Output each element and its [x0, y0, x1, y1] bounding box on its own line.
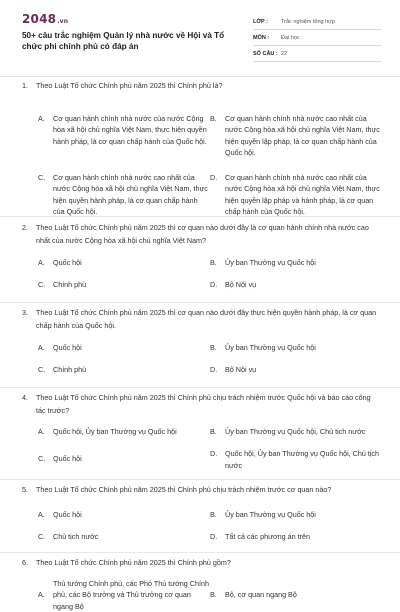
question-divider — [0, 552, 400, 553]
option-a[interactable] — [38, 257, 210, 269]
question-text — [22, 222, 382, 247]
option-c[interactable] — [38, 279, 210, 291]
option-a[interactable] — [38, 113, 210, 148]
option-text: Bộ Nội vụ — [210, 279, 382, 291]
option-b[interactable] — [210, 113, 382, 159]
question-text — [22, 80, 382, 93]
option-text: Quốc hội — [38, 257, 210, 269]
question-4 — [22, 392, 382, 479]
question-2 — [22, 222, 382, 303]
option-letter: B. — [210, 509, 217, 521]
option-text: Cơ quan hành chính nhà nước cao nhất của nước Cộng hòa xã hội chủ nghĩa Việt Nam, thực hiện quyền lập pháp và hành pháp, là cơ quan chấp hành của Quốc hội. — [210, 172, 382, 218]
options-list — [36, 253, 382, 303]
option-b[interactable] — [210, 342, 382, 354]
options-list — [36, 503, 382, 553]
question-divider — [0, 216, 400, 217]
question-stem: Theo Luật Tổ chức Chính phủ năm 2025 thì Chính phủ chịu trách nhiệm trước Quốc hội và báo cáo công tác trước? — [36, 393, 371, 415]
option-c[interactable] — [38, 531, 210, 543]
question-number: 1. — [22, 80, 28, 93]
option-text: Chính phủ — [38, 364, 210, 376]
option-text: Thủ tướng Chính phủ, các Phó Thủ tướng Chính phủ, các Bộ trưởng và Thủ trưởng cơ quan ngang Bộ — [38, 578, 210, 612]
option-text: Chính phủ — [38, 279, 210, 291]
option-text: Cơ quan hành chính nhà nước của nước Cộng hòa xã hội chủ nghĩa Việt Nam, thực hiện quyền hành pháp, là cơ quan chấp hành của Quốc hội. — [38, 113, 210, 148]
option-letter: A. — [38, 509, 45, 521]
option-text: Ủy ban Thường vụ Quốc hội — [210, 257, 382, 269]
option-text: Bộ Nội vụ — [210, 364, 382, 376]
question-stem: Theo Luật Tổ chức Chính phủ năm 2025 thì Chính phủ chịu trách nhiệm trước cơ quan nào? — [36, 485, 331, 494]
option-text: Quốc hội — [38, 453, 210, 465]
option-letter: A. — [38, 257, 45, 269]
question-stem: Theo Luật Tổ chức Chính phủ năm 2025 thì cơ quan nào dưới đây là cơ quan hành chính nhà nước cao nhất của nước Cộng hòa xã hội chủ nghĩa Việt Nam? — [36, 223, 369, 245]
option-text: Cơ quan hành chính nhà nước cao nhất của nước Cộng hòa xã hội chủ nghĩa Việt Nam, thực hiện quyền lập pháp, là cơ quan chấp hành của Quốc hội. — [210, 113, 382, 159]
option-letter: C. — [38, 453, 45, 465]
document-header — [0, 0, 400, 72]
option-d[interactable] — [210, 364, 382, 376]
logo-suffix: .vn — [57, 18, 68, 25]
option-text: Bộ, cơ quan ngang Bộ — [210, 589, 382, 601]
meta-value: Trắc nghiệm tổng hợp — [281, 19, 335, 25]
option-letter: A. — [38, 589, 45, 601]
question-3 — [22, 307, 382, 388]
option-letter: C. — [38, 364, 45, 376]
question-6 — [22, 557, 382, 606]
question-number: 3. — [22, 307, 28, 320]
option-text: Quốc hội, Ủy ban Thường vụ Quốc hội, Chủ tịch nước — [210, 448, 386, 471]
option-letter: A. — [38, 426, 45, 438]
option-letter: A. — [38, 342, 45, 354]
option-letter: D. — [210, 279, 217, 291]
meta-table — [253, 14, 381, 62]
header-divider — [0, 76, 400, 77]
question-text — [22, 484, 382, 497]
meta-row-class — [253, 14, 381, 30]
option-letter: B. — [210, 589, 217, 601]
option-b[interactable] — [210, 509, 382, 521]
question-text — [22, 557, 382, 570]
question-divider — [0, 479, 400, 480]
option-text: Quốc hội — [38, 509, 210, 521]
options-list — [36, 338, 382, 388]
option-d[interactable] — [210, 531, 382, 543]
meta-row-subject — [253, 30, 381, 46]
option-a[interactable] — [38, 578, 210, 612]
option-letter: B. — [210, 342, 217, 354]
options-list — [36, 423, 382, 479]
option-a[interactable] — [38, 426, 210, 438]
meta-row-count — [253, 46, 381, 62]
question-1 — [22, 80, 382, 227]
option-a[interactable] — [38, 342, 210, 354]
question-stem: Theo Luật Tổ chức Chính phủ năm 2025 thì cơ quan nào dưới đây thực hiện quyền hành pháp, là cơ quan chấp hành của Quốc hội. — [36, 308, 376, 330]
option-letter: D. — [210, 448, 217, 460]
option-letter: B. — [210, 426, 217, 438]
option-text: Chủ tịch nước — [38, 531, 210, 543]
document-title: 50+ câu trắc nghiệm Quản lý nhà nước về Hội và Tổ chức phi chính phủ có đáp án — [22, 30, 227, 52]
meta-value: 22 — [281, 51, 287, 57]
question-stem: Theo Luật Tổ chức Chính phủ năm 2025 thì Chính phủ là? — [36, 81, 223, 90]
logo-text: 2048 — [22, 12, 56, 26]
option-letter: B. — [210, 113, 217, 125]
question-divider — [0, 387, 400, 388]
option-b[interactable] — [210, 589, 382, 601]
option-d[interactable] — [210, 172, 382, 218]
option-a[interactable] — [38, 509, 210, 521]
option-d[interactable] — [210, 279, 382, 291]
meta-value: Đại học — [281, 35, 300, 41]
question-text — [22, 392, 382, 417]
option-c[interactable] — [38, 172, 210, 218]
options-list — [36, 99, 382, 227]
option-letter: C. — [38, 279, 45, 291]
question-stem: Theo Luật Tổ chức Chính phủ năm 2025 thì Chính phủ gồm? — [36, 558, 231, 567]
question-number: 2. — [22, 222, 28, 235]
site-logo[interactable] — [22, 12, 68, 26]
option-letter: D. — [210, 172, 217, 184]
option-letter: B. — [210, 257, 217, 269]
option-letter: A. — [38, 113, 45, 125]
question-number: 5. — [22, 484, 28, 497]
option-text: Cơ quan hành chính nhà nước cao nhất của nước Cộng hòa xã hội chủ nghĩa Việt Nam, thực hiện quyền hành pháp, là cơ quan chấp hành của Quốc hội. — [38, 172, 210, 218]
option-b[interactable] — [210, 257, 382, 269]
option-c[interactable] — [38, 453, 210, 465]
option-text: Ủy ban Thường vụ Quốc hội — [210, 509, 382, 521]
question-divider — [0, 302, 400, 303]
question-number: 4. — [22, 392, 28, 405]
option-text: Ủy ban Thường vụ Quốc hội — [210, 342, 382, 354]
option-letter: D. — [210, 364, 217, 376]
question-text — [22, 307, 382, 332]
option-c[interactable] — [38, 364, 210, 376]
option-text: Ủy ban Thường vụ Quốc hội, Chủ tịch nước — [210, 426, 386, 438]
option-letter: D. — [210, 531, 217, 543]
option-text: Quốc hội — [38, 342, 210, 354]
question-number: 6. — [22, 557, 28, 570]
meta-label: MÔN : — [253, 35, 281, 41]
option-b[interactable] — [210, 426, 386, 438]
option-letter: C. — [38, 172, 45, 184]
options-list — [36, 576, 382, 606]
option-text: Tất cả các phương án trên — [210, 531, 382, 543]
question-5 — [22, 484, 382, 553]
option-text: Quốc hội, Ủy ban Thường vụ Quốc hội — [38, 426, 210, 438]
meta-label: SỐ CÂU : — [253, 51, 281, 57]
option-d[interactable] — [210, 448, 386, 471]
meta-label: LỚP : — [253, 19, 281, 25]
option-letter: C. — [38, 531, 45, 543]
